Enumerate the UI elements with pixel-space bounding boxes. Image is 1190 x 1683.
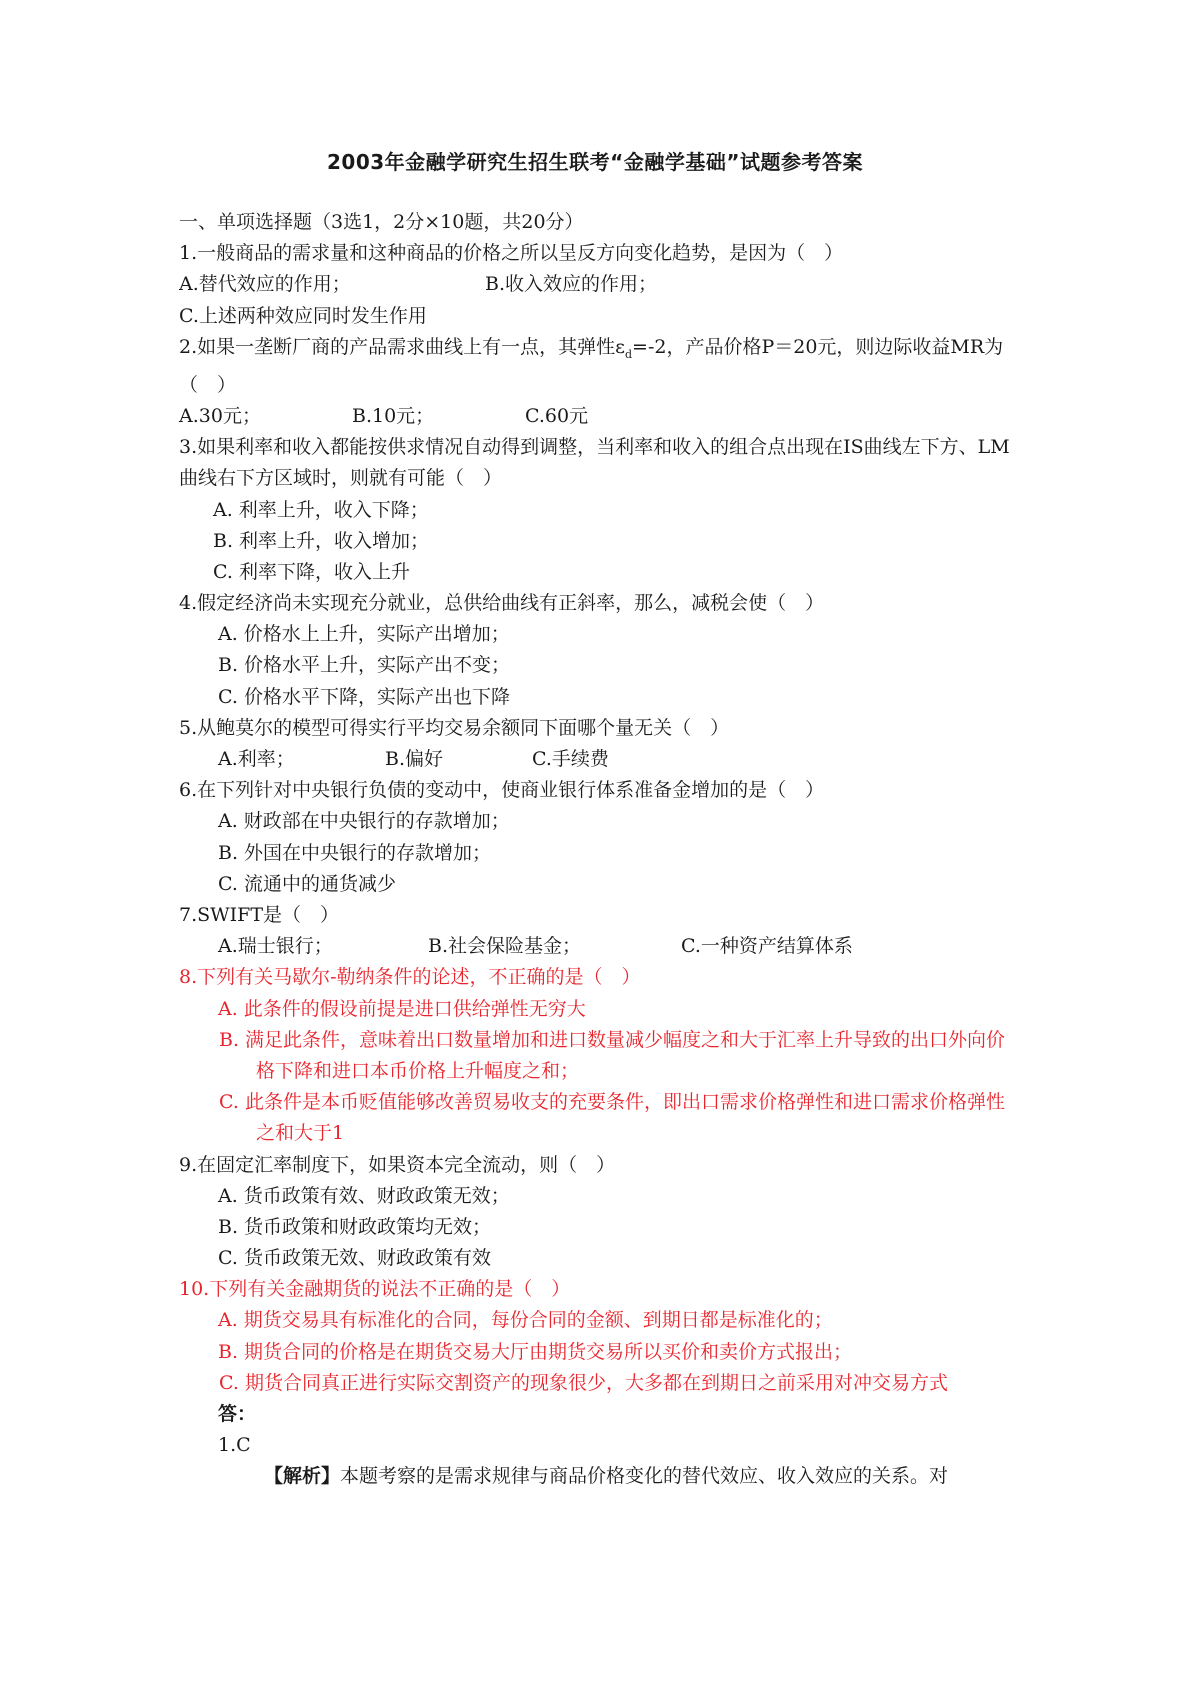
question-9-option-a: A. 货币政策有效、财政政策无效； <box>218 1184 510 1207</box>
question-3-option-a: A. 利率上升，收入下降； <box>213 498 429 521</box>
question-2-option-c: C.60元 <box>525 404 589 427</box>
question-7-options <box>179 931 1019 962</box>
question-4-option-c: C. 价格水平下降，实际产出也下降 <box>218 685 510 708</box>
section-heading: 一、单项选择题（3选1，2分×10题，共20分） <box>179 211 584 233</box>
question-1-option-c: C.上述两种效应同时发生作用 <box>179 304 427 327</box>
question-10-option-c: C. 期货合同真正进行实际交割资产的现象很少，大多都在到期日之前采用对冲交易方式 <box>219 1371 948 1394</box>
document-body <box>179 207 1019 1493</box>
question-5-option-b: B.偏好 <box>385 748 444 771</box>
question-6-option-b: B. 外国在中央银行的存款增加； <box>218 841 492 864</box>
question-7-option-c: C.一种资产结算体系 <box>681 935 853 958</box>
question-6-stem: 6.在下列针对中央银行负债的变动中，使商业银行体系准备金增加的是（ ） <box>179 779 825 802</box>
question-10-option-a: A. 期货交易具有标准化的合同，每份合同的金额、到期日都是标准化的； <box>218 1309 833 1332</box>
question-4-option-a: A. 价格水上上升，实际产出增加； <box>218 623 510 646</box>
question-8-option-a: A. 此条件的假设前提是进口供给弹性无穷大 <box>218 997 586 1020</box>
answer-1: 1.C <box>218 1434 251 1457</box>
answer-label: 答： <box>218 1403 257 1426</box>
question-1-options <box>179 269 1019 300</box>
question-9-option-b: B. 货币政策和财政政策均无效； <box>218 1215 492 1238</box>
question-8-stem: 8.下列有关马歇尔-勒纳条件的论述，不正确的是（ ） <box>179 966 641 989</box>
question-9-option-c: C. 货币政策无效、财政政策有效 <box>218 1247 491 1270</box>
analysis-text: 本题考察的是需求规律与商品价格变化的替代效应、收入效应的关系。对 <box>340 1465 949 1488</box>
question-4-stem: 4.假定经济尚未实现充分就业，总供给曲线有正斜率，那么，减税会使（ ） <box>179 592 825 615</box>
question-8-option-c: C. 此条件是本币贬值能够改善贸易收支的充要条件，即出口需求价格弹性和进口需求价格弹性之和大于1 <box>219 1091 1005 1145</box>
question-5-option-a: A.利率； <box>218 748 295 771</box>
question-7-option-b: B.社会保险基金； <box>428 935 582 958</box>
question-4-option-b: B. 价格水平上升，实际产出不变； <box>218 654 511 677</box>
analysis-paragraph <box>179 1461 1019 1492</box>
question-2-option-a: A.30元； <box>179 404 261 427</box>
question-2-options <box>179 401 1019 432</box>
question-5-stem: 5.从鲍莫尔的模型可得实行平均交易余额同下面哪个量无关（ ） <box>179 716 730 739</box>
question-5-options <box>179 744 1019 775</box>
question-10-stem: 10.下列有关金融期货的说法不正确的是（ ） <box>179 1278 571 1301</box>
question-5-option-c: C.手续费 <box>532 748 609 771</box>
question-3-stem: 3.如果利率和收入都能按供求情况自动得到调整，当利率和收入的组合点出现在IS曲线左下方、LM曲线右下方区域时，则就有可能（ ） <box>179 436 1010 490</box>
analysis-label: 【解析】 <box>264 1465 341 1488</box>
question-7-option-a: A.瑞士银行； <box>218 935 333 958</box>
question-6-option-a: A. 财政部在中央银行的存款增加； <box>218 810 510 833</box>
question-10-option-b: B. 期货合同的价格是在期货交易大厅由期货交易所以买价和卖价方式报出； <box>218 1340 853 1363</box>
question-9-stem: 9.在固定汇率制度下，如果资本完全流动，则（ ） <box>179 1153 616 1176</box>
question-1-option-a: A.替代效应的作用； <box>179 273 351 296</box>
question-8-option-b: B. 满足此条件，意味着出口数量增加和进口数量减少幅度之和大于汇率上升导致的出口外向价格下降和进口本币价格上升幅度之和； <box>219 1028 1006 1082</box>
question-3-option-c: C. 利率下降，收入上升 <box>213 560 410 583</box>
question-1-stem: 1.一般商品的需求量和这种商品的价格之所以呈反方向变化趋势，是因为（ ） <box>179 242 844 265</box>
page-title: 2003年金融学研究生招生联考“金融学基础”试题参考答案 <box>327 150 863 174</box>
question-2-option-b: B.10元； <box>352 404 435 427</box>
question-6-option-c: C. 流通中的通货减少 <box>218 872 396 895</box>
question-2-stem: 2.如果一垄断厂商的产品需求曲线上有一点，其弹性$\varepsilon_d=-2$，产品价格P＝20元，则边际收益MR为（ ） <box>179 335 1004 396</box>
question-7-stem: 7.SWIFT是（ ） <box>179 903 340 926</box>
question-3-option-b: B. 利率上升，收入增加； <box>213 529 430 552</box>
question-1-option-b: B.收入效应的作用； <box>485 273 658 296</box>
